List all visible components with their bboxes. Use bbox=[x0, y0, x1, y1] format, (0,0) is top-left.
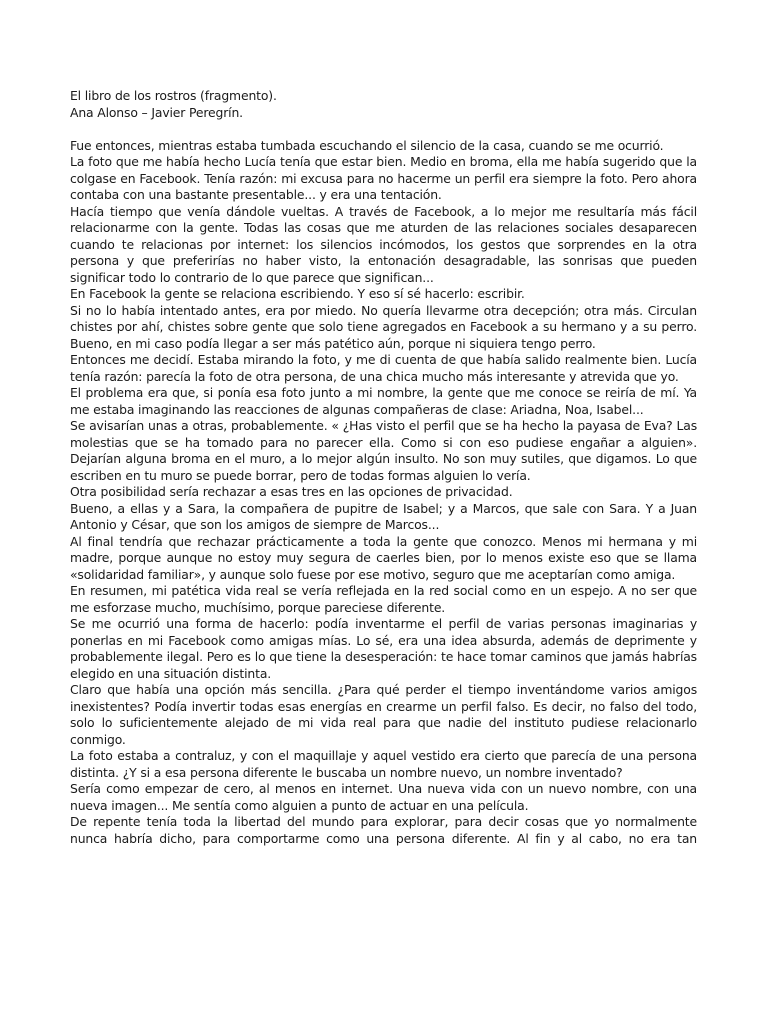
paragraph: La foto que me había hecho Lucía tenía que estar bien. Medio en broma, ella me había sugerido que la colgase en Facebook. Tenía razón: mi excusa para no hacerme un perfil era siempre la foto. Pero ahora contaba con una bastante presentable... y era una tentación. bbox=[70, 154, 697, 202]
paragraph: Otra posibilidad sería rechazar a esas tres en las opciones de privacidad. bbox=[70, 484, 513, 499]
paragraph: Se me ocurrió una forma de hacerlo: podía inventarme el perfil de varias personas imaginarias y ponerlas en mi Facebook como amigas mías. Lo sé, era una idea absurda, además de deprimente y probablemente ilegal. Pero es lo que tiene la desesperación: te hace tomar caminos que jamás habrías elegido en una situación distinta. bbox=[70, 616, 697, 681]
paragraph: Si no lo había intentado antes, era por miedo. No quería llevarme otra decepción; otra más. Circulan chistes por ahí, chistes sobre gente que solo tiene agregados en Facebook a su hermano y a su perro. Bueno, en mi caso podía llegar a ser más patético aún, porque ni siquiera tengo perro. bbox=[70, 302, 697, 351]
paragraph: La foto estaba a contraluz, y con el maquillaje y aquel vestido era cierto que parecía de una persona distinta. ¿Y si a esa persona diferente le buscaba un nombre nuevo, un nombre inventado? bbox=[70, 748, 697, 780]
paragraph: Se avisarían unas a otras, probablemente. « ¿Has visto el perfil que se ha hecho la payasa de Eva? Las molestias que se ha tomado para no parecer ella. Como si con eso pudiese engañar a alguien». Dejarían alguna broma en el muro, a lo mejor algún insulto. No son muy sutiles, que digamos. Lo que escriben en tu muro se puede borrar, pero de todas formas alguien lo vería. bbox=[70, 418, 697, 483]
paragraph: Bueno, a ellas y a Sara, la compañera de pupitre de Isabel; y a Marcos, que sale con Sara. Y a Juan Antonio y César, que son los amigos de siempre de Marcos... bbox=[70, 500, 697, 532]
paragraph: En resumen, mi patética vida real se vería reflejada en la red social como en un espejo. A no ser que me esforzase mucho, muchísimo, porque pareciese diferente. bbox=[70, 583, 697, 615]
paragraph: De repente tenía toda la libertad del mundo para explorar, para decir cosas que yo normalmente nunca habría dicho, para comportarme como una persona diferente. Al fin y al cabo, no era tan bbox=[70, 814, 697, 846]
document-title: El libro de los rostros (fragmento). bbox=[70, 88, 277, 103]
document-page bbox=[70, 88, 697, 847]
paragraph: Entonces me decidí. Estaba mirando la foto, y me di cuenta de que había salido realmente bien. Lucía tenía razón: parecía la foto de otra persona, de una chica mucho más interesante y atrevida que yo. bbox=[70, 352, 697, 384]
paragraph: En Facebook la gente se relaciona escribiendo. Y eso sí sé hacerlo: escribir. bbox=[70, 286, 525, 301]
document-authors: Ana Alonso – Javier Peregrín. bbox=[70, 104, 243, 120]
paragraph: Hacía tiempo que venía dándole vueltas. A través de Facebook, a lo mejor me resultaría más fácil relacionarme con la gente. Todas las cosas que me aturden de las relaciones sociales desaparecen cuando te relacionas por internet: los silencios incómodos, los gestos que sorprendes en la otra persona y que preferirías no haber visto, la entonación desagradable, las sonrisas que pueden significar todo lo contrario de lo que parece que significan... bbox=[70, 203, 697, 285]
paragraph: Sería como empezar de cero, al menos en internet. Una nueva vida con un nuevo nombre, con una nueva imagen... Me sentía como alguien a punto de actuar en una película. bbox=[70, 781, 697, 813]
paragraph: Fue entonces, mientras estaba tumbada escuchando el silencio de la casa, cuando se me ocurrió. bbox=[70, 137, 664, 153]
paragraph: Al final tendría que rechazar prácticamente a toda la gente que conozco. Menos mi hermana y mi madre, porque aunque no estoy muy segura de caerles bien, por lo menos existe eso que se llama «solidaridad familiar», y aunque solo fuese por ese motivo, seguro que me aceptarían como amiga. bbox=[70, 533, 697, 582]
paragraph: Claro que había una opción más sencilla. ¿Para qué perder el tiempo inventándome varios amigos inexistentes? Podía invertir todas esas energías en crearme un perfil falso. Es decir, no falso del todo, solo lo suficientemente alejado de mi vida real para que nadie del instituto pudiese relacionarlo conmigo. bbox=[70, 682, 697, 747]
spacer bbox=[70, 121, 697, 138]
paragraph: El problema era que, si ponía esa foto junto a mi nombre, la gente que me conoce se reiría de mí. Ya me estaba imaginando las reacciones de algunas compañeras de clase: Ariadna, Noa, Isabel... bbox=[70, 385, 697, 417]
